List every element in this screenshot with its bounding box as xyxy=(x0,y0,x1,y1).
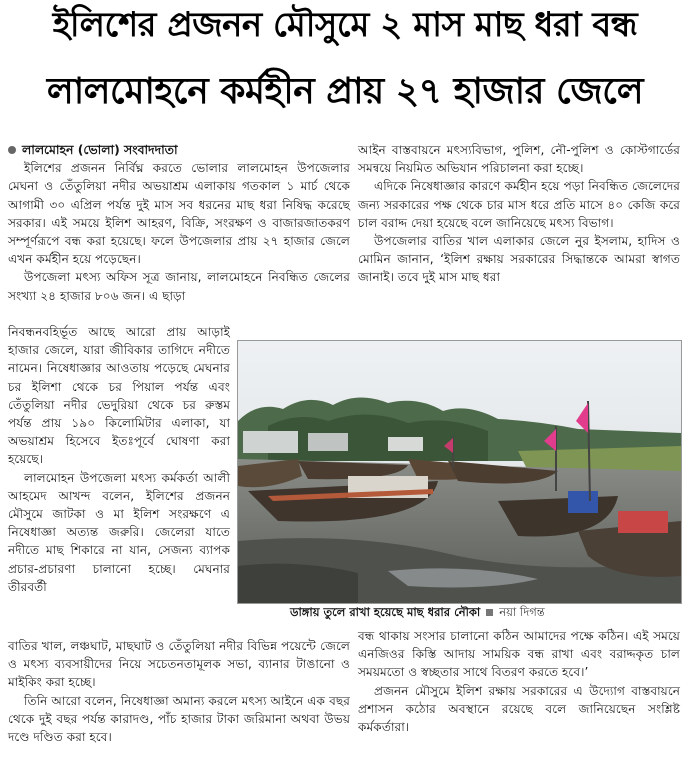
paragraph: প্রজনন মৌসুমে ইলিশ রক্ষায় সরকারের এ উদ্যোগ বাস্তবায়নে প্রশাসন কঠোর অবস্থানে রয়েছে বলে জানিয়েছেন সংশ্লিষ্ট কর্মকর্তারা। xyxy=(358,683,680,735)
paragraph: আইন বাস্তবায়নে মৎস্যবিভাগ, পুলিশ, নৌ-পুলিশ ও কোস্টগার্ডের সমন্বয়ে নিয়মিত অভিযান পরিচালনা করা হচ্ছে। xyxy=(358,143,680,176)
byline-text: লালমোহন (ভোলা) সংবাদদাতা xyxy=(22,142,178,157)
byline xyxy=(8,141,350,159)
paragraph: লালমোহন উপজেলা মৎস্য কর্মকর্তা আলী আহমেদ আখন্দ বলেন, ইলিশের প্রজনন মৌসুমে জাটকা ও মা ইলিশ সংরক্ষণে এ নিষেধাজ্ঞা অত্যন্ত জরুরি। জেলেরা যাতে নদীতে মাছ শিকারে না যান, সেজন্য ব্যাপক প্রচার-প্রচারণা চালানো হচ্ছে। মেঘনার তীরবর্তী xyxy=(8,470,230,594)
headline-line-2: লালমোহনে কর্মহীন প্রায় ২৭ হাজার জেলে xyxy=(46,71,644,112)
photo-caption xyxy=(290,604,545,620)
left-column-narrow xyxy=(8,323,230,596)
paragraph: তিনি আরো বলেন, নিষেধাজ্ঞা অমান্য করলে মৎস্য আইনে এক বছর থেকে দুই বছর পর্যন্ত কারাদণ্ড, পাঁচ হাজার টাকা জরিমানা অথবা উভয় দণ্ডে দণ্ডিত করা হবে। xyxy=(8,693,350,745)
bullet-icon xyxy=(8,146,16,154)
paragraph: বাতির খাল, লঞ্চঘাট, মাছঘাট ও তেঁতুলিয়া নদীর বিভিন্ন পয়েন্টে জেলে ও মৎস্য ব্যবসায়ীদের নিয়ে সচেতনতামূলক সভা, ব্যানার টাঙানো ও মাইকিং করা হচ্ছে। xyxy=(8,639,350,690)
news-photo xyxy=(237,340,682,604)
caption-text: ডাঙ্গায় তুলে রাখা হয়েছে মাছ ধরার নৌকা xyxy=(290,605,481,619)
boats-photo-illustration xyxy=(238,341,681,603)
paragraph: উপজেলা মৎস্য অফিস সূত্র জানায়, লালমোহনে নিবন্ধিত জেলের সংখ্যা ২৪ হাজার ৮০৬ জন। এ ছাড়া xyxy=(8,270,350,303)
paragraph: বন্ধ থাকায় সংসার চালানো কঠিন আমাদের পক্ষে কঠিন। এই সময়ে এনজিওর কিস্তি আদায় সাময়িক বন্ধ রাখা এবং বরাদ্দকৃত চাল সময়মতো ও স্বচ্ছতার সাথে বিতরণ করতে হবে।’ xyxy=(358,629,680,680)
paragraph: নিবন্ধনবহির্ভূত আছে আরো প্রায় আড়াই হাজার জেলে, যারা জীবিকার তাগিদে নদীতে নামেন। নিষেধাজ্ঞার আওতায় পড়েছে মেঘনার চর ইলিশা থেকে চর পিয়াল পর্যন্ত এবং তেঁতুলিয়া নদীর ভেদুরিয়া থেকে চর রুস্তম পর্যন্ত প্রায় ১৯০ কিলোমিটার এলাকা, যা অভয়াশ্রম হিসেবে ইতঃপূর্বে ঘোষণা করা হয়েছে। xyxy=(8,325,230,467)
right-column-top xyxy=(358,141,680,287)
headline-line-1: ইলিশের প্রজনন মৌসুমে ২ মাস মাছ ধরা বন্ধ xyxy=(52,5,638,45)
paragraph: এদিকে নিষেধাজ্ঞার কারণে কর্মহীন হয়ে পড়া নিবন্ধিত জেলেদের জন্য সরকারের পক্ষ থেকে চার মাস ধরে প্রতি মাসে ৪০ কেজি করে চাল বরাদ্দ দেয়া হয়েছে বলে জানিয়েছে মৎস্য বিভাগ। xyxy=(358,179,680,230)
paragraph: উপজেলার বাতির খাল এলাকার জেলে নুর ইসলাম, হাদিস ও মোমিন জানান, ‘ইলিশ রক্ষায় সরকারের সিদ্ধান্তকে আমরা স্বাগত জানাই। তবে দুই মাস মাছ ধরা xyxy=(358,234,680,285)
left-column-bottom xyxy=(8,637,350,746)
caption-source: নয়া দিগন্ত xyxy=(499,605,545,619)
left-column-top xyxy=(8,141,350,305)
paragraph: ইলিশের প্রজনন নির্বিঘ্ন করতে ভোলার লালমোহন উপজেলার মেঘনা ও তেঁতুলিয়া নদীর অভয়াশ্রম এলাকায় গতকাল ১ মার্চ থেকে আগামী ৩০ এপ্রিল পর্যন্ত দুই মাস সব ধরনের মাছ ধরা নিষিদ্ধ করেছে সরকার। এই সময়ে ইলিশ আহরণ, বিক্রি, সংরক্ষণ ও বাজারজাতকরণ সম্পূর্ণরূপে বন্ধ করা হয়েছে। ফলে উপজেলার প্রায় ২৭ হাজার জেলে এখন কর্মহীন হয়ে পড়েছেন। xyxy=(8,161,350,267)
right-column-bottom xyxy=(358,627,680,736)
square-icon xyxy=(486,609,493,616)
